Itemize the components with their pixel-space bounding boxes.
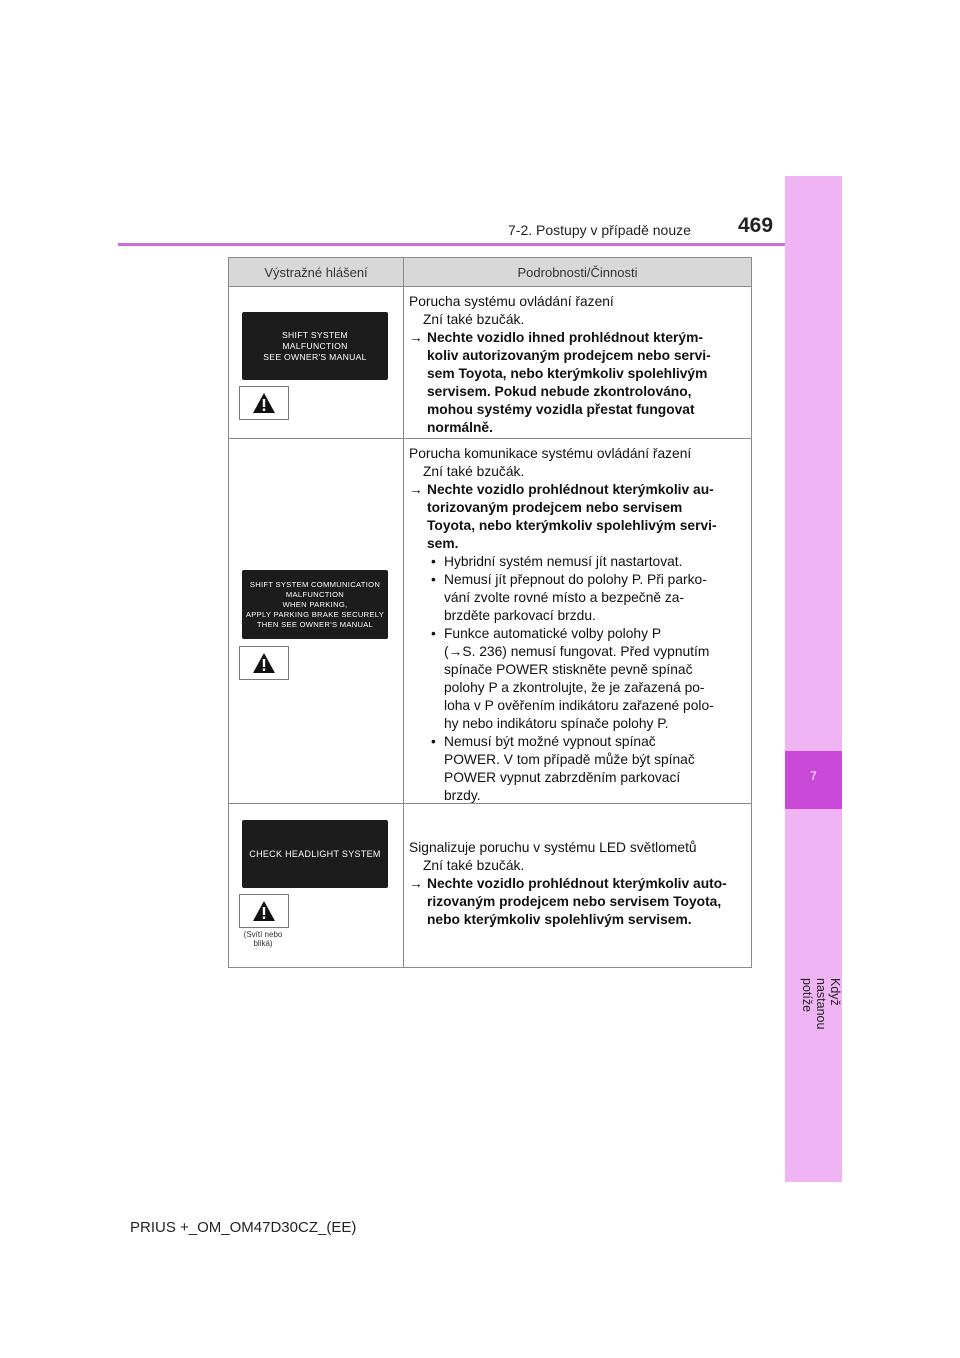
row-details: Signalizuje poruchu v systému LED světlometů Zní také bzučák. → Nechte vozidlo prohlédnout kterýmkoliv auto- rizovaným prodejcem nebo servisem Toyota, nebo kterýmkoliv spolehlivým servisem. — [409, 840, 727, 927]
header-rule — [118, 243, 785, 246]
warning-message-screen: SHIFT SYSTEM MALFUNCTION SEE OWNER'S MANUAL — [242, 312, 388, 380]
warning-triangle-icon — [239, 386, 289, 420]
list-item: • Nemusí být možné vypnout spínač POWER. V tom případě může být spínač POWER vypnut zabrzděním parkovací brzdy. — [431, 734, 695, 803]
list-item: • Funkce automatické volby polohy P (→S. 236) nemusí fungovat. Před vypnutím spínače POWER stiskněte pevně spínač polohy P a zkontrolujte, že je zařazená po- loha v P ověřením indikátoru zařazené polo- hy nebo indikátoru spínače polohy P. — [431, 626, 714, 731]
indicator-caption: (Svítí nebo bliká) — [243, 930, 283, 948]
row-details: Porucha systému ovládání řazení Zní také bzučák. → Nechte vozidlo ihned prohlédnout kterým- koliv autorizovaným prodejcem nebo servi- sem Toyota, nebo kterýmkoliv spolehlivým servisem. Pokud nebude zkontrolováno, mohou systémy vozidla přestat fungovat normálně. — [409, 294, 711, 435]
warning-triangle-icon — [239, 894, 289, 928]
chapter-title: Když nastanou potíže — [800, 978, 842, 1030]
warning-triangle-icon — [239, 646, 289, 680]
section-title: 7-2. Postupy v případě nouze — [508, 222, 691, 238]
list-item: • Nemusí jít přepnout do polohy P. Při parko- vání zvolte rovné místo a bezpečně za- brzděte parkovací brzdu. — [431, 572, 707, 623]
table-row — [229, 804, 751, 967]
warning-table — [228, 257, 752, 968]
chapter-number: 7 — [785, 751, 842, 809]
list-item: • Hybridní systém nemusí jít nastartovat. — [431, 554, 683, 569]
warning-message-screen: CHECK HEADLIGHT SYSTEM — [242, 820, 388, 888]
col-header-details: Podrobnosti/Činnosti — [517, 264, 638, 280]
document-code: PRIUS +_OM_OM47D30CZ_(EE) — [130, 1219, 357, 1236]
row-details: Porucha komunikace systému ovládání řazení Zní také bzučák. → Nechte vozidlo prohlédnout kterýmkoliv au- torizovaným prodejcem nebo servisem Toyota, nebo kterýmkoliv spolehlivým servi- sem. • Hybridní systém nemusí jít nastartovat. • Nemusí jít přepnout do polohy P. Při parko- vání zvolte rovné místo a bezpečně za- brzděte parkovací brzdu. • Funkce automatické volby polohy P (→S. 236) nemusí fungovat. Před vypnutím spínače POWER stiskněte pevně spínač polohy P a zkontrolujte, že je zařazená po- loha v P ověřením indikátoru zařazené polo- hy nebo indikátoru spínače polohy P. • Nemusí být možné vypnout spínač POWER. V tom případě může být spínač POWER vypnut zabrzděním parkovací brzdy. — [404, 439, 751, 803]
table-header — [229, 258, 751, 287]
table-row — [229, 439, 751, 804]
chapter-side-tab — [785, 176, 842, 1182]
col-header-warning: Výstražné hlášení — [229, 258, 404, 286]
table-row — [229, 287, 751, 439]
warning-message-screen: SHIFT SYSTEM COMMUNICATION MALFUNCTION WHEN PARKING, APPLY PARKING BRAKE SECURELY THEN SEE OWNER'S MANUAL — [242, 570, 388, 639]
page-number: 469 — [738, 214, 774, 237]
